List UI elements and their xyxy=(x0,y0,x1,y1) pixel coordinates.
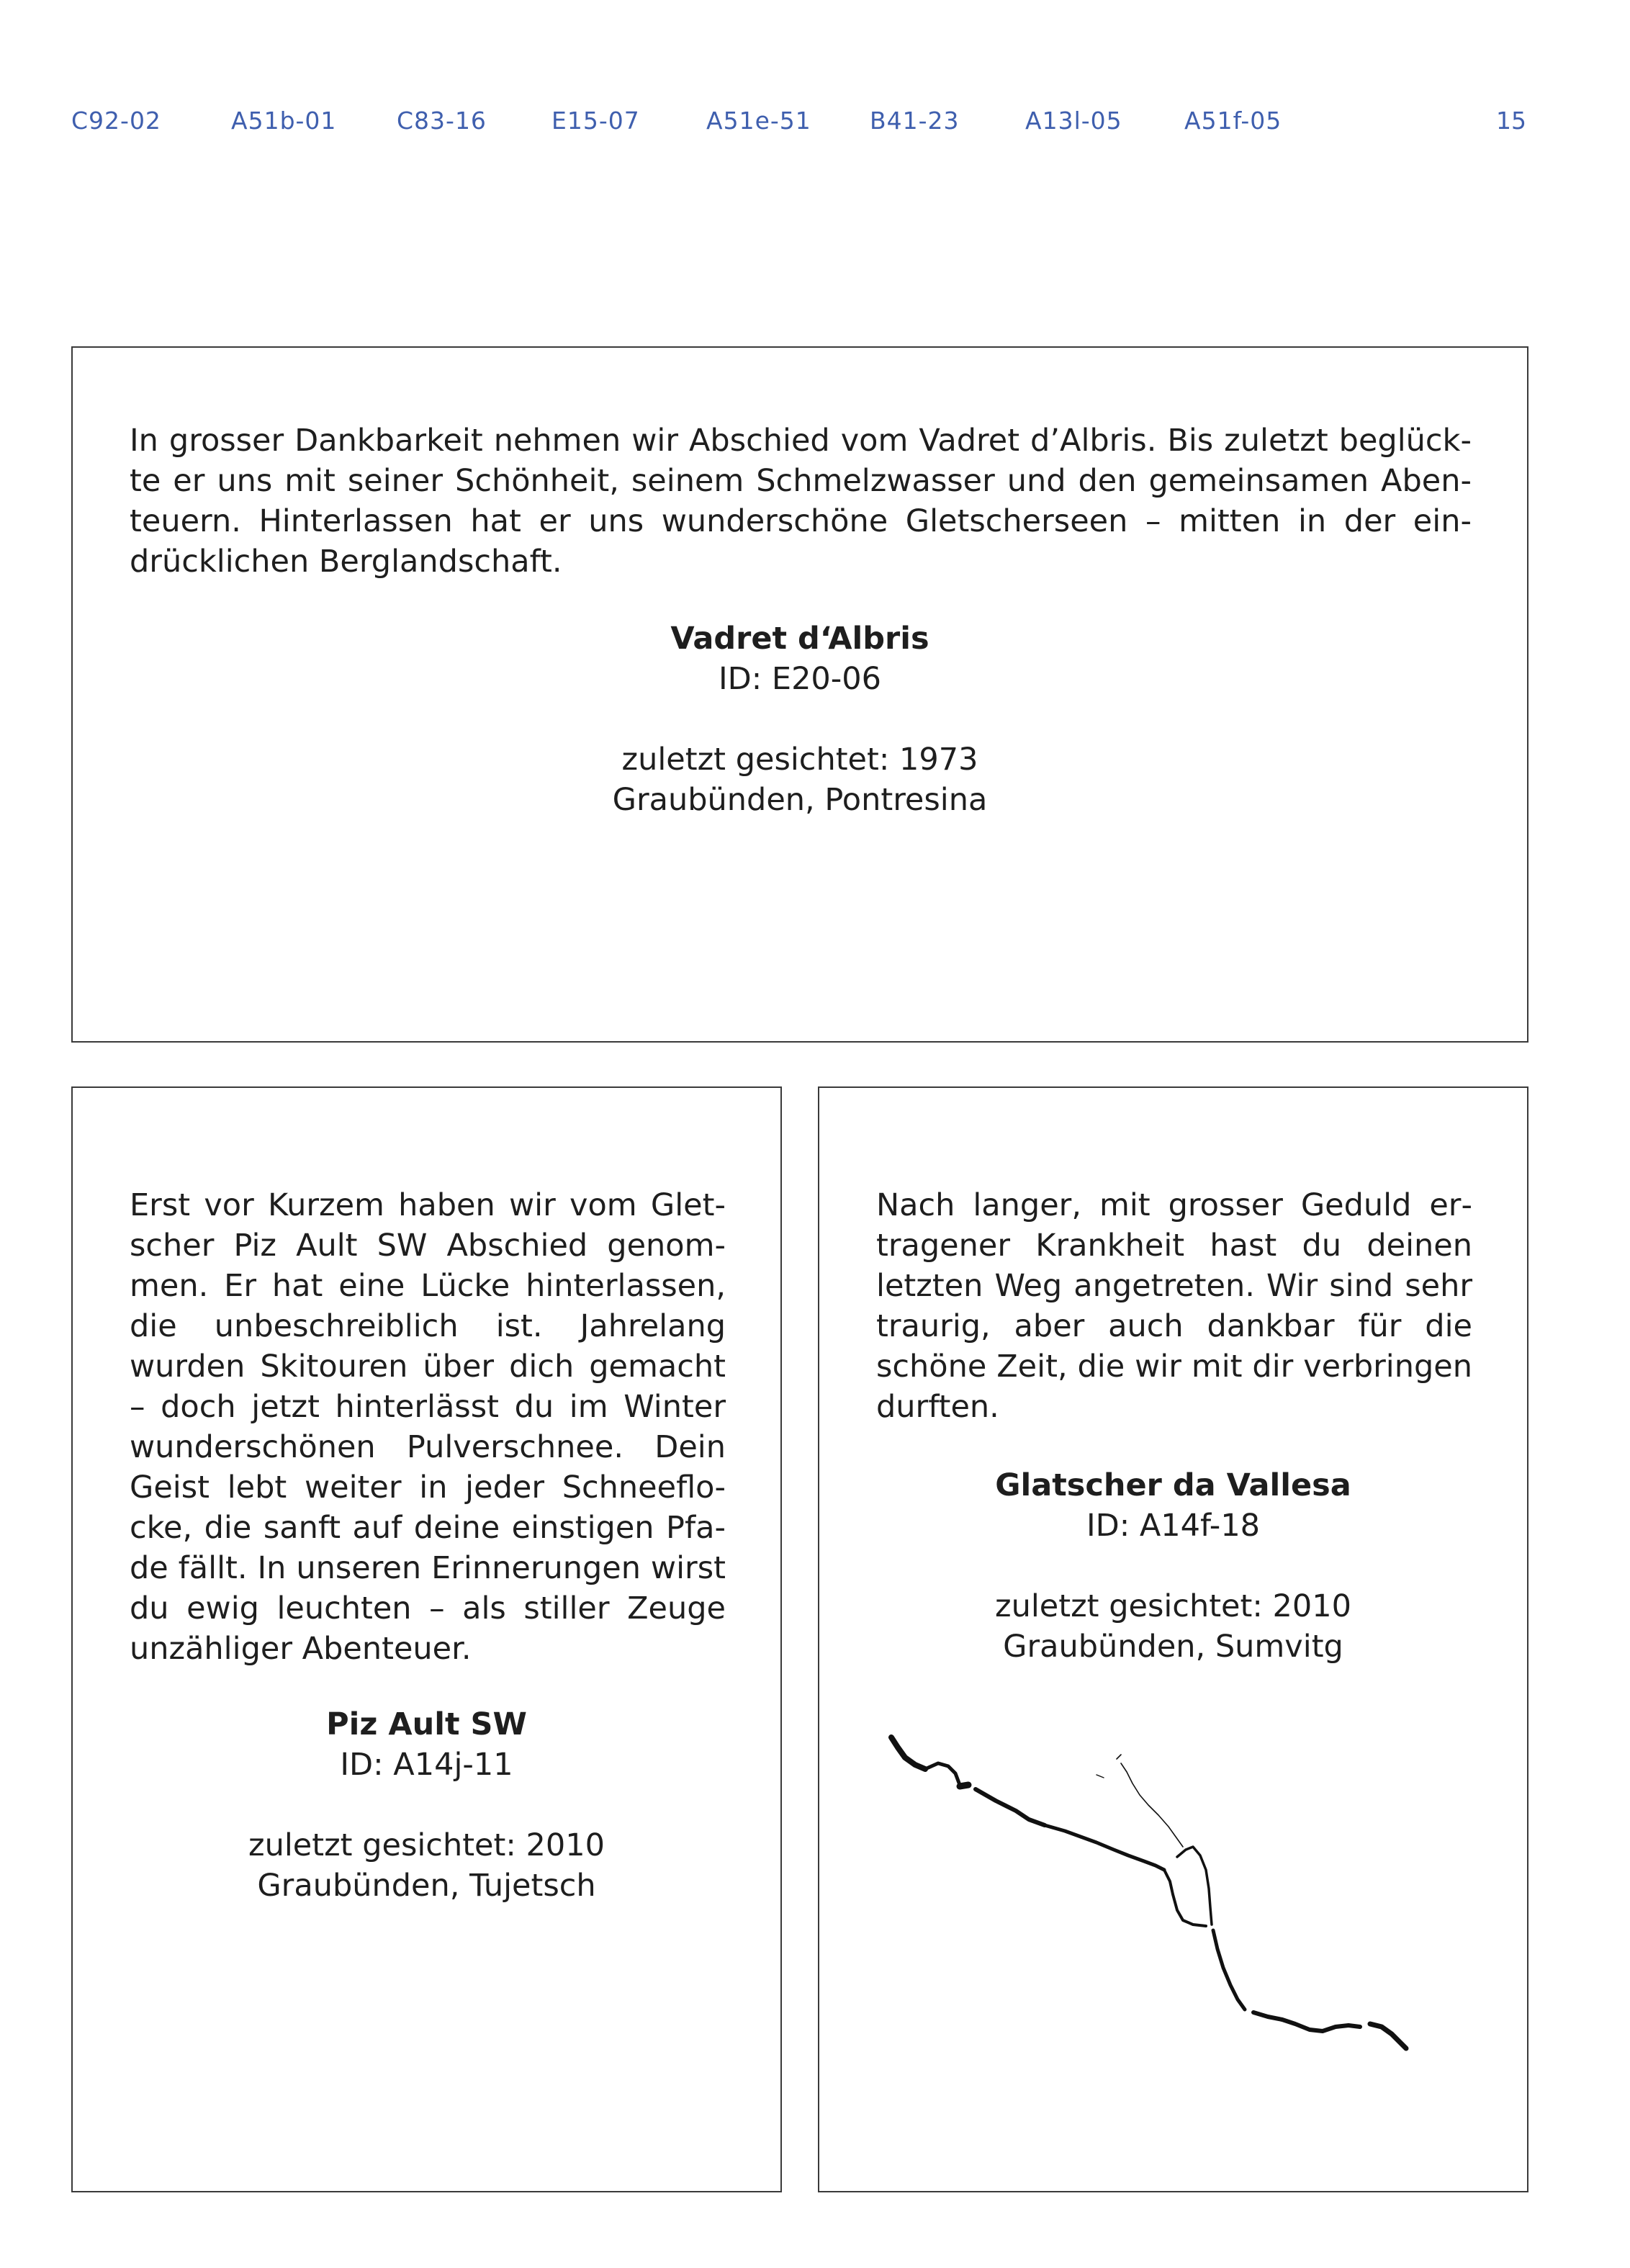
obituary-card-glatscher-da-vallesa xyxy=(818,1086,1528,2192)
glacier-id: ID: E20-06 xyxy=(718,661,882,697)
header-code: C92-02 xyxy=(71,107,161,135)
glacier-name: Piz Ault SW xyxy=(326,1706,527,1742)
glacier-id: ID: A14f-18 xyxy=(1086,1508,1261,1544)
glacier-name: Glatscher da Vallesa xyxy=(995,1467,1351,1503)
glacier-details xyxy=(73,618,1527,820)
last-seen: zuletzt gesichtet: 2010 xyxy=(995,1588,1351,1624)
location: Graubünden, Pontresina xyxy=(612,782,988,818)
obituary-text: Erst vor Kurzem haben wir vom Gletscher Piz Ault SW Abschied genommen. Er hat eine Lücke hinterlassen, die unbeschreiblich ist. Jahrelang wurden Skitouren über dich gemacht – doch jetzt hinterlässt du im Winter wunderschönen Pulverschnee. Dein Geist lebt weiter in jeder Schneeflocke, die sanft auf deine einstigen Pfade fällt. In unseren Erinnerungen wirst du ewig leuchten – als stiller Zeuge unzähliger Abenteuer. xyxy=(130,1187,726,1667)
header-code: B41-23 xyxy=(870,107,960,135)
obituary-text: Nach langer, mit grosser Geduld ertragener Krankheit hast du deinen letzten Weg angetreten. Wir sind sehr traurig, aber auch dankbar für die schöne Zeit, die wir mit dir verbringen durften. xyxy=(876,1187,1472,1425)
header-code: A51e-51 xyxy=(706,107,811,135)
location: Graubünden, Tujetsch xyxy=(257,1868,596,1904)
obituary-card-piz-ault-sw xyxy=(71,1086,782,2192)
glacier-details xyxy=(819,1465,1527,1667)
glacier-id: ID: A14j-11 xyxy=(340,1747,513,1783)
last-seen: zuletzt gesichtet: 1973 xyxy=(621,742,978,778)
header-code: C83-16 xyxy=(397,107,487,135)
obituary-text: In grosser Dankbarkeit nehmen wir Abschied vom Vadret d’Albris. Bis zuletzt beglückte er uns mit seiner Schönheit, seinem Schmelzwasser und den gemeinsamen Abenteuern. Hinterlassen hat er uns wunderschöne Gletscherseen – mitten in der eindrücklichen Berglandschaft. xyxy=(130,423,1472,580)
last-seen: zuletzt gesichtet: 2010 xyxy=(248,1827,605,1863)
glacier-name: Vadret d‘Albris xyxy=(670,621,929,657)
header-code: E15-07 xyxy=(551,107,640,135)
header-code: A51b-01 xyxy=(231,107,337,135)
obituary-card-vadret-dalbris xyxy=(71,346,1528,1043)
header-code: A13l-05 xyxy=(1025,107,1122,135)
location: Graubünden, Sumvitg xyxy=(1003,1629,1343,1665)
glacier-details xyxy=(73,1704,780,1906)
glacier-outline-drawing xyxy=(888,1729,1449,2074)
header-code-bar xyxy=(0,107,1630,138)
header-code: A51f-05 xyxy=(1184,107,1282,135)
page-number: 15 xyxy=(1496,107,1526,135)
